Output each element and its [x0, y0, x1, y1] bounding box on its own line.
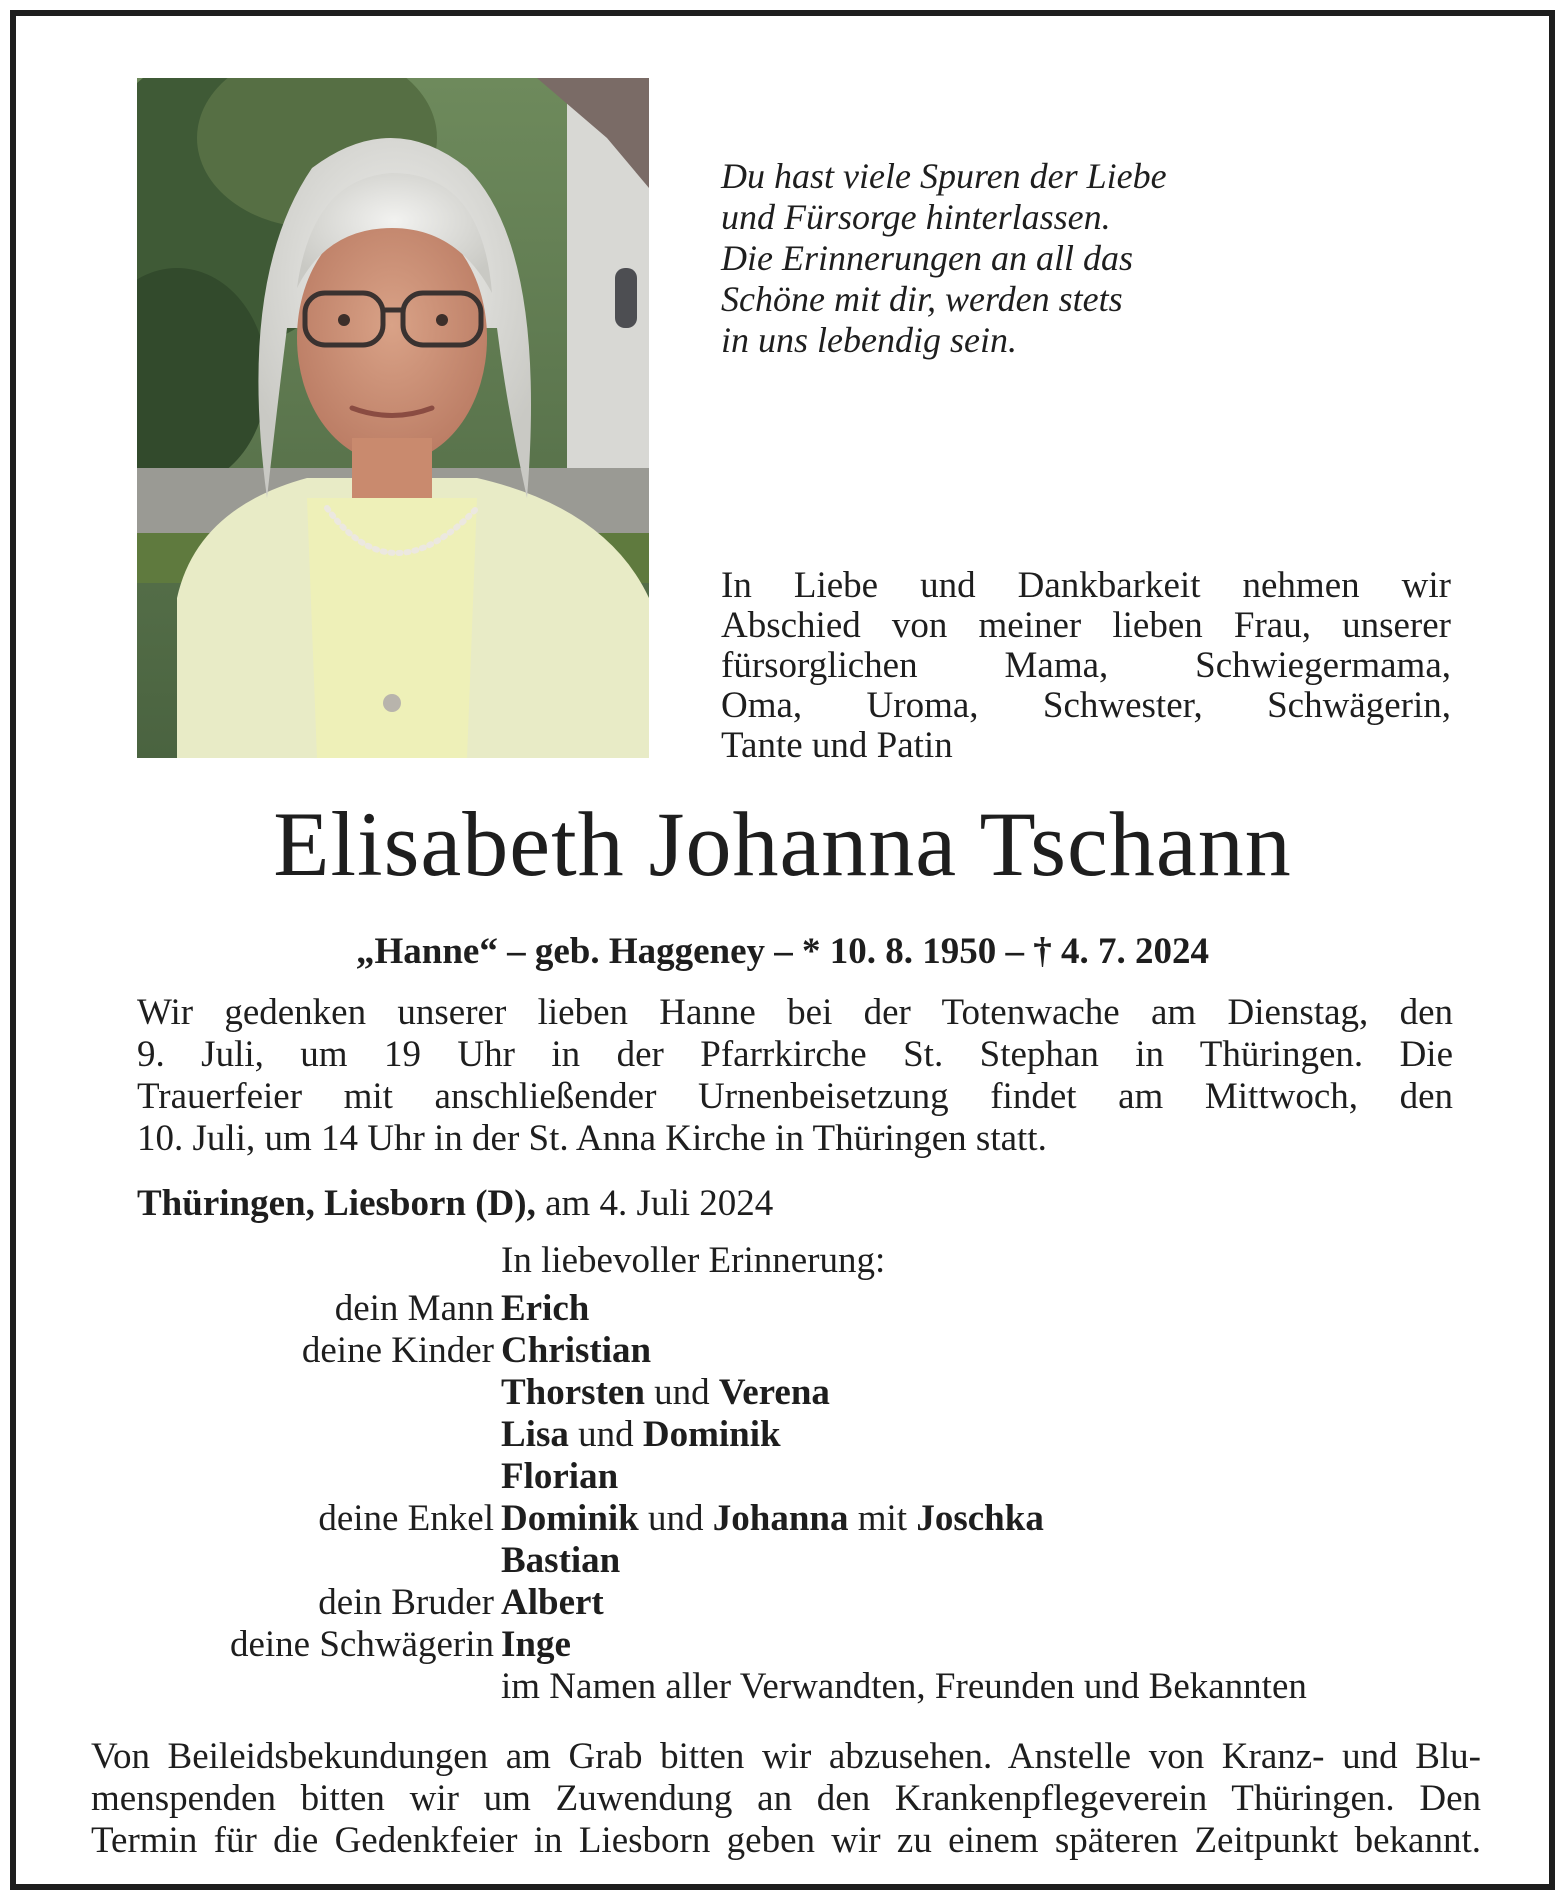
- intro-line: In Liebe und Dankbarkeit nehmen wir: [721, 565, 1451, 606]
- mourner-names: [501, 1624, 571, 1666]
- mourner-row: [16, 1414, 1549, 1456]
- relation-label: deine Schwägerin: [229, 1624, 494, 1665]
- mourner-names: [501, 1498, 1044, 1540]
- closing-note: [91, 1736, 1481, 1862]
- intro-line: Abschied von meiner lieben Frau, unserer: [721, 605, 1451, 646]
- mourner-names: [501, 1582, 604, 1624]
- mourner-name: Erich: [501, 1288, 590, 1329]
- connector-text: und: [638, 1498, 713, 1539]
- obituary-notice: [10, 10, 1555, 1890]
- mourner-names: [501, 1666, 1307, 1708]
- mourner-row: [16, 1288, 1549, 1330]
- mourner-name: Florian: [501, 1456, 619, 1497]
- connector-text: und: [568, 1414, 643, 1455]
- ceremony-details: [137, 992, 1453, 1160]
- mourner-name: Thorsten: [501, 1372, 645, 1413]
- relation-label: deine Kinder: [301, 1330, 494, 1371]
- mourner-row: [16, 1666, 1549, 1708]
- ceremony-line: 9. Juli, um 19 Uhr in der Pfarrkirche St. Stephan in Thüringen. Die: [137, 1034, 1453, 1075]
- quote-line: Die Erinnerungen an all das: [721, 238, 1133, 278]
- memorial-heading: In liebevoller Erinnerung:: [501, 1240, 886, 1281]
- mourners-list: [16, 1288, 1549, 1708]
- place-locations: Thüringen, Liesborn (D),: [137, 1183, 536, 1224]
- ceremony-line: Wir gedenken unserer lieben Hanne bei der Totenwache am Dienstag, den: [137, 992, 1453, 1033]
- mourner-row: [16, 1498, 1549, 1540]
- mourner-name: Christian: [501, 1330, 652, 1371]
- mourner-name: Lisa: [501, 1414, 569, 1455]
- intro-line: Oma, Uroma, Schwester, Schwägerin,: [721, 685, 1451, 726]
- portrait-photo: [137, 78, 649, 758]
- mourner-row: [16, 1624, 1549, 1666]
- place-date-text: am 4. Juli 2024: [545, 1183, 774, 1224]
- connector-text: und: [644, 1372, 719, 1413]
- mourner-name: Dominik: [642, 1414, 781, 1455]
- mourner-names: [501, 1330, 651, 1372]
- mourner-row: [16, 1582, 1549, 1624]
- mourner-names: [501, 1540, 620, 1582]
- relation-label: dein Bruder: [318, 1582, 494, 1623]
- intro-line: fürsorglichen Mama, Schwiegermama,: [721, 645, 1451, 686]
- mourner-name: Johanna: [712, 1498, 849, 1539]
- farewell-intro: [721, 566, 1451, 766]
- mourner-name: Inge: [501, 1624, 571, 1665]
- mourner-row: [16, 1330, 1549, 1372]
- mourner-row: [16, 1372, 1549, 1414]
- mourner-name: Joschka: [916, 1498, 1044, 1539]
- closing-line: Termin für die Gedenkfeier in Liesborn geben wir zu einem späteren Zeitpunkt bekannt.: [91, 1820, 1481, 1861]
- mourner-names: [501, 1288, 589, 1330]
- connector-text: im Namen aller Verwandten, Freunden und Bekannten: [501, 1666, 1307, 1707]
- quote-line: Schöne mit dir, werden stets: [721, 279, 1123, 319]
- ceremony-line: Trauerfeier mit anschließender Urnenbeisetzung findet am Mittwoch, den: [137, 1076, 1453, 1117]
- deceased-dates: „Hanne“ – geb. Haggeney – * 10. 8. 1950 – † 4. 7. 2024: [355, 931, 1210, 972]
- mourner-name: Bastian: [501, 1540, 621, 1581]
- mourner-name: Albert: [501, 1582, 604, 1623]
- mourner-names: [501, 1372, 830, 1414]
- mourner-row: [16, 1456, 1549, 1498]
- deceased-name: Elisabeth Johanna Tschann: [273, 793, 1292, 895]
- quote-line: in uns lebendig sein.: [721, 320, 1017, 360]
- closing-line: Von Beileidsbekundungen am Grab bitten wir abzusehen. Anstelle von Kranz- und Blu-: [91, 1736, 1481, 1777]
- place-date: [137, 1183, 773, 1225]
- relation-label: deine Enkel: [318, 1498, 494, 1539]
- mourner-row: [16, 1540, 1549, 1582]
- mourner-names: [501, 1456, 618, 1498]
- memorial-quote: [721, 156, 1281, 361]
- mourner-names: [501, 1414, 781, 1456]
- quote-line: und Fürsorge hinterlassen.: [721, 197, 1111, 237]
- closing-line: menspenden bitten wir um Zuwendung an den Krankenpflegeverein Thüringen. Den: [91, 1778, 1481, 1819]
- quote-line: Du hast viele Spuren der Liebe: [721, 156, 1167, 196]
- intro-line: Tante und Patin: [721, 725, 953, 766]
- mourner-name: Verena: [718, 1372, 830, 1413]
- ceremony-line: 10. Juli, um 14 Uhr in der St. Anna Kirche in Thüringen statt.: [137, 1118, 1047, 1159]
- connector-text: mit: [848, 1498, 917, 1539]
- relation-label: dein Mann: [334, 1288, 494, 1329]
- mourner-name: Dominik: [501, 1498, 639, 1539]
